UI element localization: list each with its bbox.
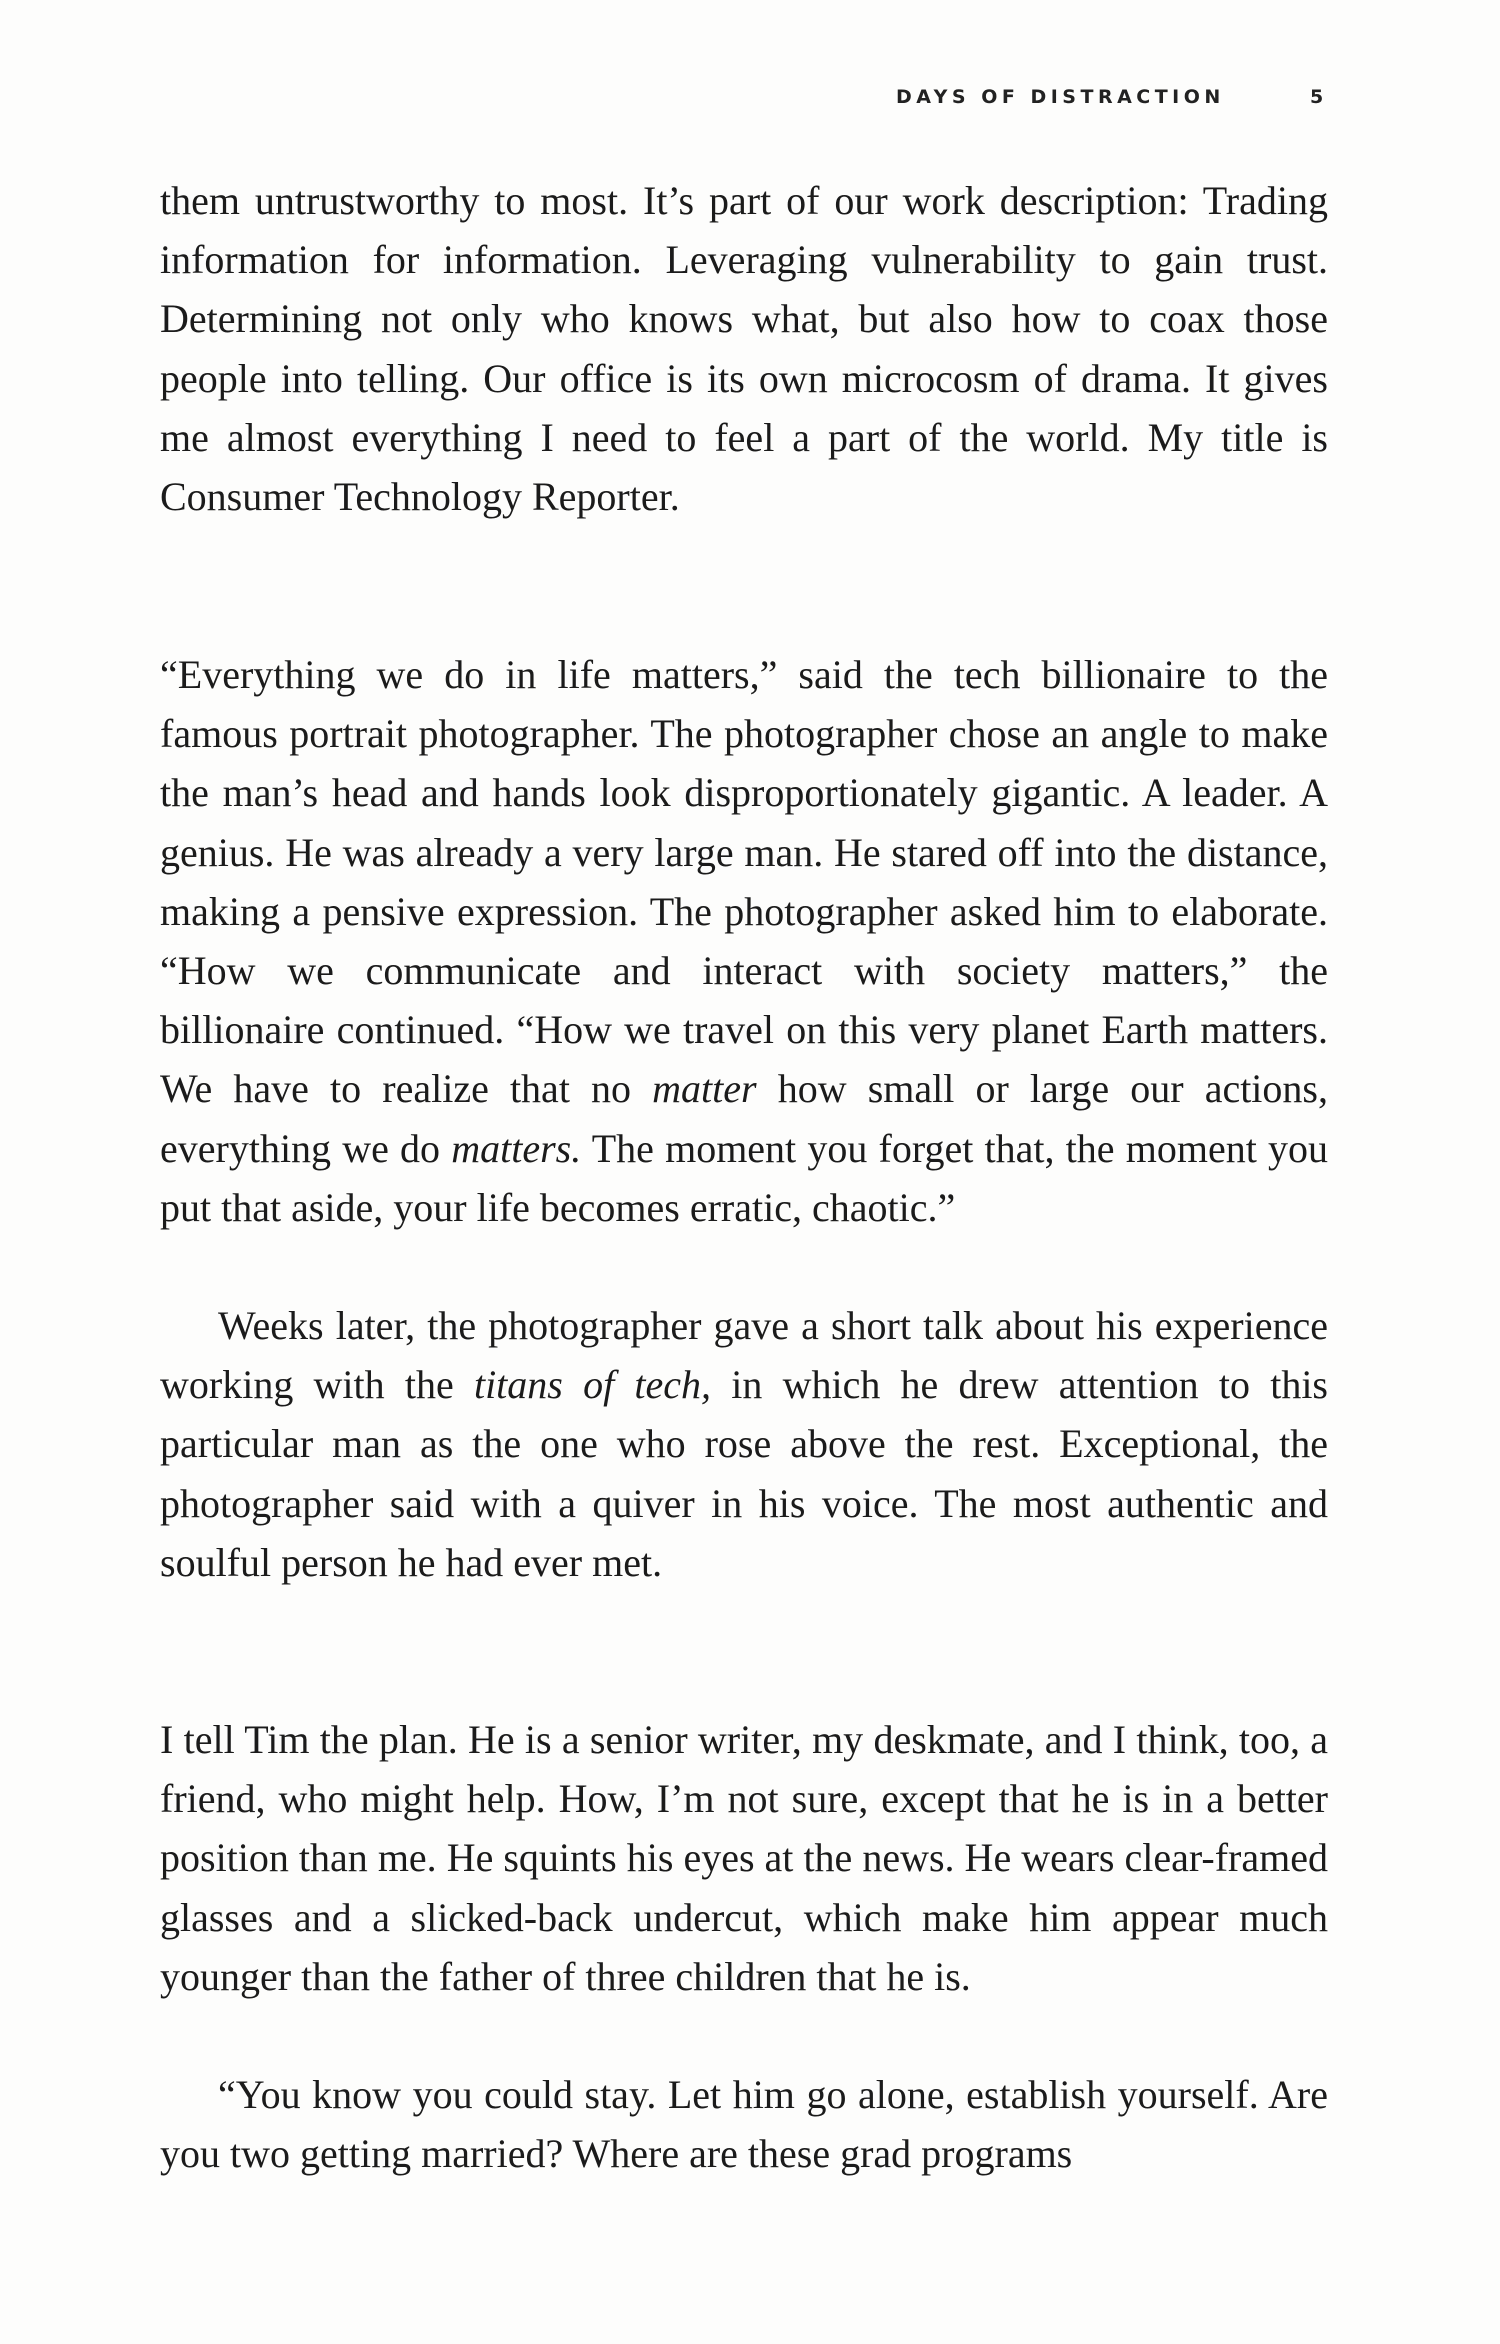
paragraph-2-emphasis-matter: matter <box>652 1066 757 1112</box>
paragraph-2-text-b: how small or large our actions, everything we do <box>160 1066 1328 1171</box>
paragraph-2-text-c: The moment you forget that, the moment you put that aside, your life becomes erratic, chaotic.” <box>160 1125 1328 1230</box>
paragraph-3-text-b: in which he drew attention to this particular man as the one who rose above the rest. Exceptional, the photographer said with a quiver in his voice. The most authentic and soulful person he had ever met. <box>160 1362 1328 1585</box>
paragraph-4: I tell Tim the plan. He is a senior writer, my deskmate, and I think, too, a friend, who might help. How, I’m not sure, except that he is in a better position than me. He squints his eyes at the news. He wears clear-framed glasses and a slicked-back undercut, which make him appear much younger than the father of three children that he is. <box>160 1717 1328 1999</box>
paragraph-2-emphasis-matters: matters. <box>451 1125 582 1171</box>
paragraph-1: them untrustworthy to most. It’s part of our work description: Trading information for information. Leveraging vulnerability to gain trust. Determining not only who knows what, but also how to coax those people into telling. Our office is its own microcosm of drama. It gives me almost everything I need to feel a part of the world. My title is Consumer Technology Reporter. <box>160 178 1328 520</box>
paragraph-5: “You know you could stay. Let him go alone, establish yourself. Are you two getting married? Where are these grad programs <box>160 2072 1328 2177</box>
paragraph-2-text-a: “Everything we do in life matters,” said the tech billionaire to the famous portrait photographer. The photographer chose an angle to make the man’s head and hands look disproportionately gigantic. A leader. A genius. He was already a very large man. He stared off into the distance, making a pensive expression. The photographer asked him to elaborate. “How we communicate and interact with society matters,” the billionaire continued. “How we travel on this very planet Earth matters. We have to realize that no <box>160 652 1328 1112</box>
paragraph-2 <box>160 645 1328 1237</box>
paragraph-3-emphasis-titans: titans of tech, <box>473 1362 712 1408</box>
paragraph-3 <box>160 1296 1328 1592</box>
page-number: 5 <box>1310 86 1324 108</box>
paragraph-3-text-a: Weeks later, the photographer gave a short talk about his experience working with the <box>160 1303 1328 1408</box>
running-head: DAYS OF DISTRACTION <box>896 86 1225 108</box>
